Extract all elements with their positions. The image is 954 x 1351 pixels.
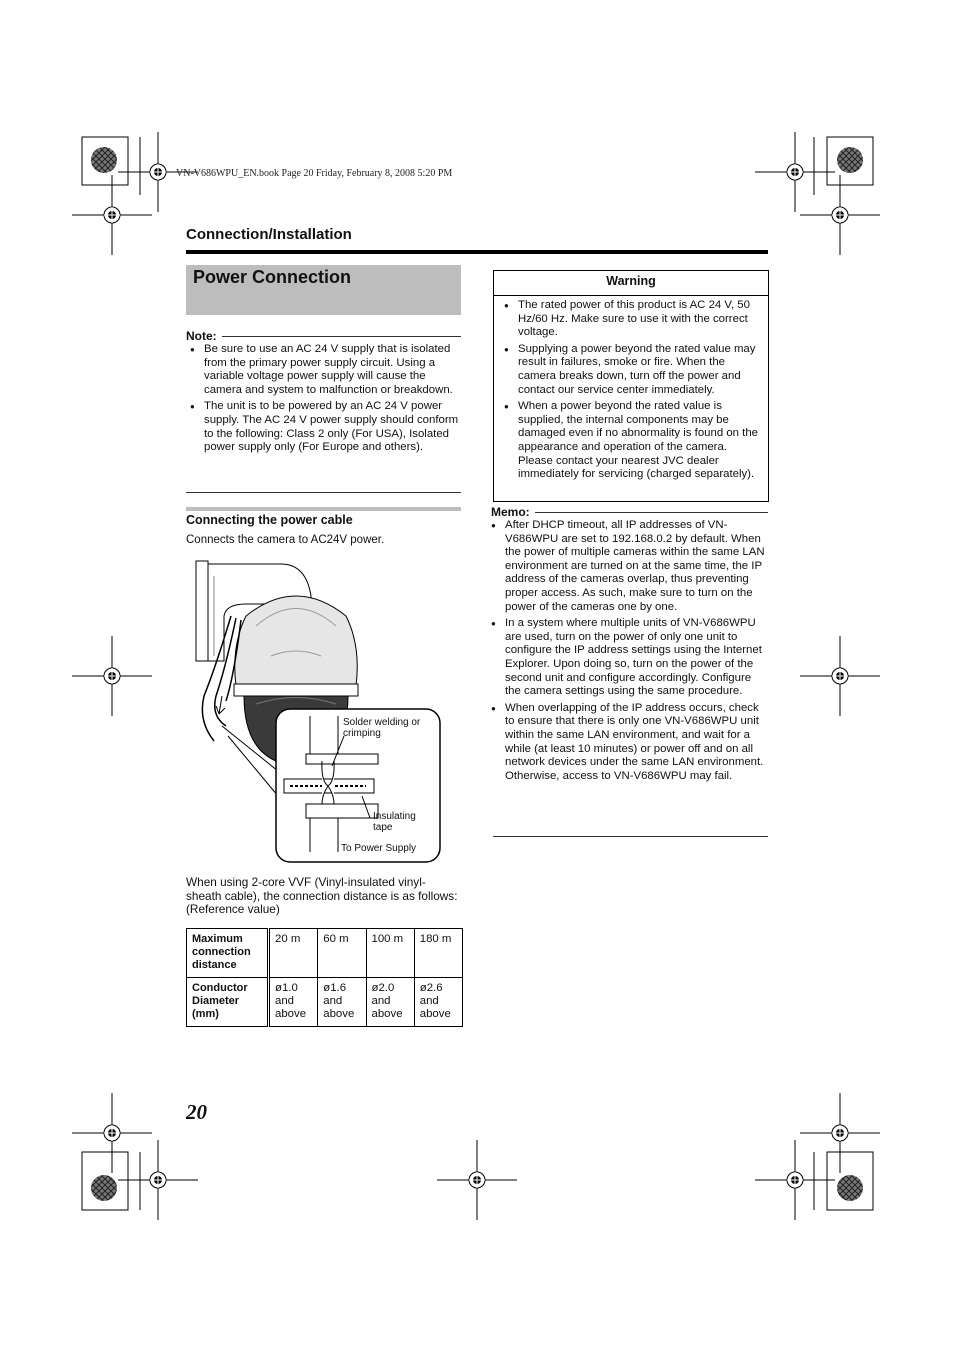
warning-item: ● The rated power of this product is AC 24 V, 50 Hz/60 Hz. Make sure to use it with the correct voltage. (500, 299, 762, 340)
memo-bottom-rule (493, 836, 768, 837)
subsection-rule (186, 507, 461, 511)
note-label: Note: (186, 329, 217, 343)
memo-item: ● In a system where multiple units of VN-V686WPU are used, turn on the power of only one unit to configure the IP address settings using the Internet Explorer. Upon doing so, turn on the power of the second unit and configure accordingly. Configure the camera settings using the same procedure. (487, 617, 769, 699)
table-cell: ø1.6 and above (318, 978, 366, 1027)
power-cable-illustration (186, 556, 446, 866)
warning-list (500, 299, 762, 485)
power-supply-label: To Power Supply (341, 843, 417, 854)
subsection-title: Connecting the power cable (186, 513, 353, 527)
note-item: ● Be sure to use an AC 24 V supply that is isolated from the primary power supply circuit. Using a variable voltage power supply will cause the camera and system to malfunction or breakdown. (186, 343, 462, 397)
table-cell: ø2.0 and above (366, 978, 414, 1027)
table-cell: ø2.6 and above (414, 978, 462, 1027)
section-rule (186, 250, 768, 254)
memo-item: ● After DHCP timeout, all IP addresses of VN-V686WPU are set to 192.168.0.2 by default. When the power of multiple cameras within the same LAN environment are turned on at the same time, the IP address of the cameras overlap, thus preventing proper access. As such, make sure to turn on the power of the cameras one by one. (487, 519, 769, 614)
table-cell: 100 m (366, 929, 414, 978)
note-list (186, 343, 462, 458)
subsection-description: Connects the camera to AC24V power. (186, 534, 385, 546)
table-row-header: Maximum connection distance (187, 929, 269, 978)
insulating-tape-label: Insulating tape (373, 811, 416, 833)
warning-item: ● When a power beyond the rated value is supplied, the internal components may be damaged even if no abnormality is found on the appearance and operation of the camera. Please contact your nearest JVC dealer immediately for servicing (charged separately). (500, 400, 762, 482)
note-bottom-rule (186, 492, 461, 493)
page-title-box (186, 265, 461, 315)
warning-divider (494, 295, 768, 296)
note-item: ● The unit is to be powered by an AC 24 V power supply. The AC 24 V power supply should conform to the following: Class 2 only (For USA), Isolated power supply only (For Europe and others). (186, 400, 462, 454)
vvf-description: When using 2-core VVF (Vinyl-insulated vinyl-sheath cable), the connection distance is as follows: (Reference value) (186, 875, 458, 917)
page-number: 20 (186, 1100, 207, 1124)
table-cell: 20 m (269, 929, 318, 978)
memo-label: Memo: (491, 505, 530, 519)
table-row-header: Conductor Diameter (mm) (187, 978, 269, 1027)
table-cell: 60 m (318, 929, 366, 978)
connection-distance-table (186, 928, 463, 1027)
memo-item: ● When overlapping of the IP address occurs, check to ensure that there is only one VN-V686WPU unit within the same LAN environment, and wait for a while (at least 10 minutes) or power off and on all network devices under the same LAN environment. Otherwise, access to VN-V686WPU may fail. (487, 702, 769, 784)
memo-divider (535, 512, 768, 513)
note-divider (222, 336, 461, 337)
section-title: Connection/Installation (186, 226, 352, 243)
memo-list (487, 519, 769, 786)
warning-item: ● Supplying a power beyond the rated value may result in failures, smoke or fire. When the camera breaks down, turn off the power and contact our service center immediately. (500, 343, 762, 397)
table-row (187, 929, 463, 978)
warning-box (493, 270, 769, 502)
page-title: Power Connection (193, 267, 352, 287)
table-cell: 180 m (414, 929, 462, 978)
table-row (187, 978, 463, 1027)
table-cell: ø1.0 and above (269, 978, 318, 1027)
print-header: VN-V686WPU_EN.book Page 20 Friday, February 8, 2008 5:20 PM (176, 168, 453, 179)
solder-label: Solder welding or crimping (343, 717, 421, 739)
warning-title: Warning (606, 274, 656, 288)
